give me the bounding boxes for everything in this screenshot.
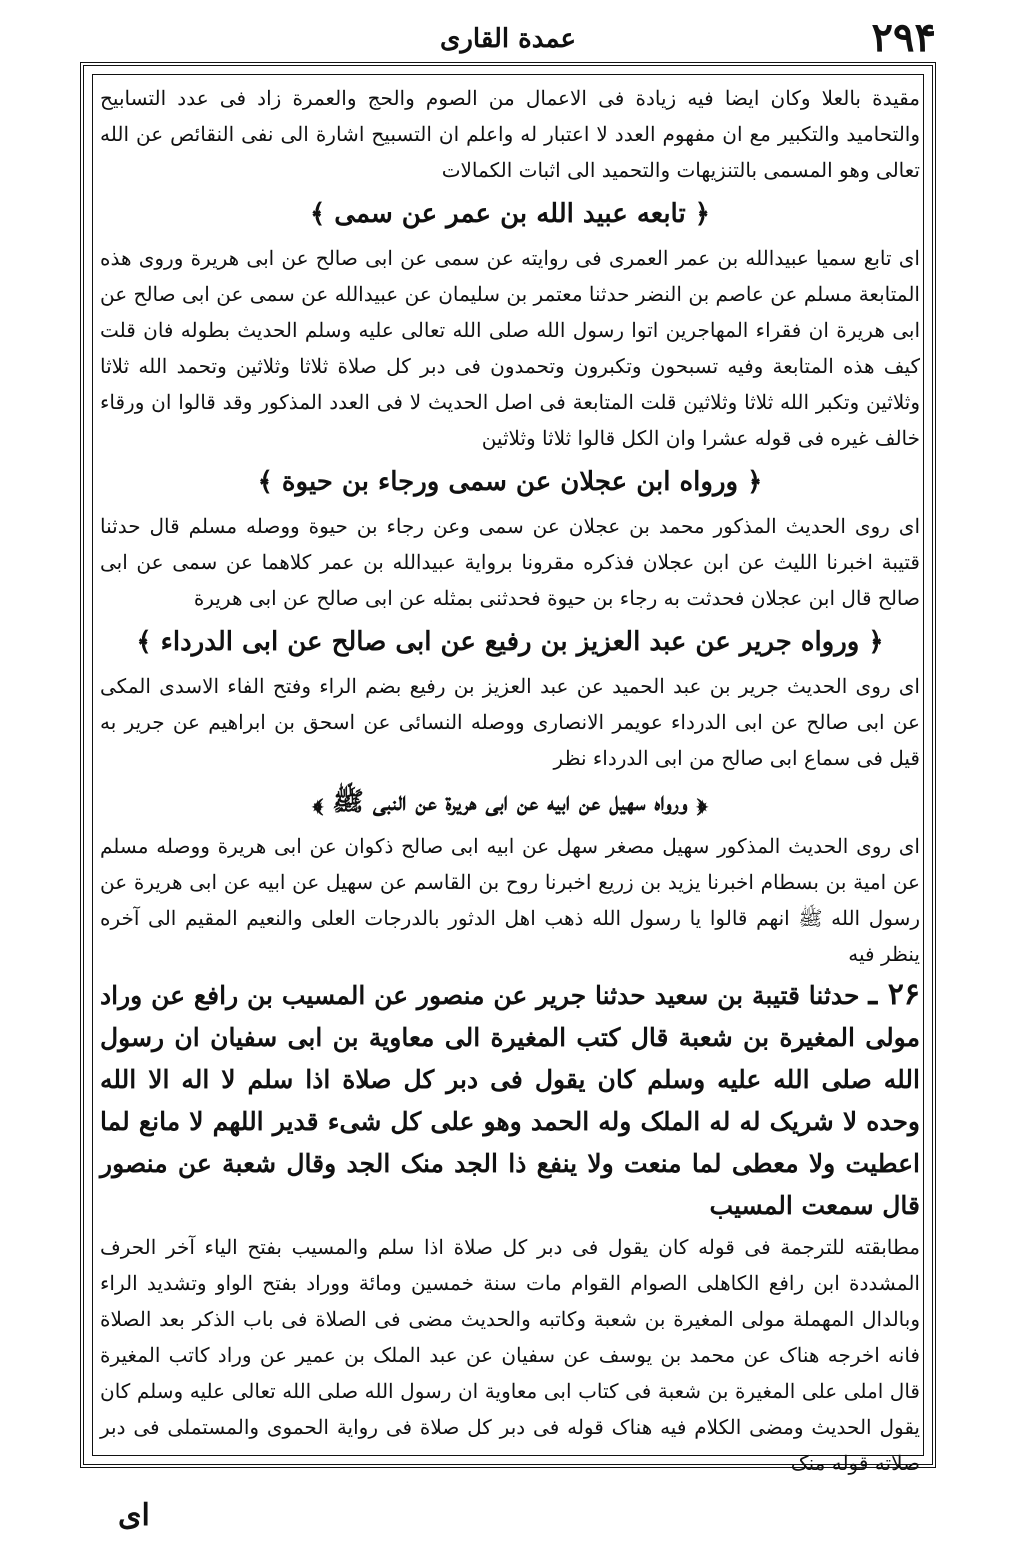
commentary-paragraph: ای تابع سمیا عبیدالله بن عمر العمری فی روایته عن سمی عن ابی صالح عن ابی هریرة وروی هذه المتابعة مسلم عن عاصم بن النضر حدثنا معتمر بن سلیمان عن عبیدالله عن سمی عن ابی صالح عن ابی هریرة ان فقراء المهاجرین اتوا رسول الله صلی الله تعالی علیه وسلم الحدیث بطوله فان قلت کیف هذه المتابعة وفیه تسبحون وتکبرون وتحمدون فی دبر کل صلاة ثلاثا وثلاثین وتحمد الله ثلاثا وثلاثین وتکبر الله ثلاثا وثلاثین قلت المتابعة فی اصل الحدیث لا فی العدد المذکور وقد قالوا ان ورقاء خالف غیره فی قوله عشرا وان الکل قالوا ثلاثا وثلاثین — [100, 246, 920, 450]
page-number: ۲۹۴ — [871, 14, 936, 61]
commentary-paragraph: مقیدة بالعلا وکان ایضا فیه زیادة فی الاعمال من الصوم والحج والعمرة زاد فی عدد التسابیح والتحامید والتکبیر مع ان مفهوم العدد لا اعتبار له واعلم ان التسبیح اشارة الی نفی النقائص عن الله تعالی وهو المسمی بالتنزیهات والتحمید الی اثبات الکمالات — [100, 86, 920, 182]
commentary-paragraph: ای روی الحدیث جریر بن عبد الحمید عن عبد العزیز بن رفیع بضم الراء وفتح الفاء الاسدی المکی عن ابی صالح عن ابی الدرداء عویمر الانصاری ووصله النسائی عن اسحق بن ابراهیم عن جریر به قیل فی سماع ابی صالح من ابی الدرداء نظر — [100, 674, 920, 770]
matn-heading: ﴿ تابعه عبید الله بن عمر عن سمی ﴾ — [309, 199, 711, 229]
commentary-paragraph: ای روی الحدیث المذکور سهیل مصغر سهل عن ابیه ابی صالح ذکوان عن ابی هریرة ووصله مسلم عن امیة بن بسطام اخبرنا یزید بن زریع اخبرنا روح بن القاسم عن سهیل عن ابیه عن ابی هریرة عن رسول الله ﷺ انهم قالوا یا رسول الله ذهب اهل الدثور بالدرجات العلی والنعیم المقیم الی آخره ینظر فیه — [100, 834, 920, 966]
page-body — [100, 80, 920, 1475]
commentary-paragraph: مطابقته للترجمة فی قوله کان یقول فی دبر کل صلاة اذا سلم والمسیب بفتح الیاء آخر الحرف المشددة ابن رافع الکاهلی الصوام القوام مات سنة خمسین ومائة ووراد بفتح الواو وتشدید الراء وبالدال المهملة مولی المغیرة بن شعبة وکاتبه والحدیث مضی فی الصلاة فی باب الذکر بعد الصلاة فانه اخرجه هناک عن محمد بن یوسف عن سفیان عن عبد الملک بن عمیر عن وراد کاتب المغیرة قال املی علی المغیرة بن شعبة فی کتاب ابی معاویة ان رسول الله صلی الله تعالی علیه وسلم کان یقول الحدیث ومضی الکلام فیه هناک قوله فی دبر کل صلاة فی روایة الحموی والمستملی فی دبر صلاته قوله منک — [100, 1235, 920, 1475]
matn-heading: ﴿ ورواه ابن عجلان عن سمی ورجاء بن حیوة ﴾ — [257, 467, 763, 497]
hadith-body: حدثنا قتیبة بن سعید حدثنا جریر عن منصور عن المسیب بن رافع عن وراد مولی المغیرة بن شعبة قال کتب المغیرة الی معاویة بن ابی سفیان ان رسول الله صلی الله علیه وسلم کان یقول فی دبر کل صلاة اذا سلم لا اله الا الله وحده لا شریک له له الملک وله الحمد وهو علی کل شیء قدیر اللهم لا مانع لما اعطیت ولا معطی لما منعت ولا ینفع ذا الجد منک الجد وقال شعبة عن منصور قال سمعت المسیب — [100, 981, 920, 1220]
page-header — [80, 14, 936, 61]
matn-heading: ﴿ ورواه سهیل عن ابیه عن ابی هریرة عن النبی ﷺ ﴾ — [312, 787, 708, 817]
hadith-text — [100, 974, 920, 1227]
commentary-paragraph: ای روی الحدیث المذکور محمد بن عجلان عن سمی وعن رجاء بن حیوة ووصله مسلم قال حدثنا قتیبة اخبرنا اللیث عن ابن عجلان فذکره مقرونا بروایة عبیدالله بن عمر کلاهما عن سمی عن ابی صالح قال ابن عجلان فحدثت به رجاء بن حیوة فحدثنی بمثله عن ابی صالح عن ابی هریرة — [100, 514, 920, 610]
hadith-number: ۲۶ ـ — [868, 977, 920, 1012]
catchword: ای — [118, 1498, 150, 1533]
matn-heading: ﴿ ورواه جریر عن عبد العزیز بن رفیع عن ابی صالح عن ابی الدرداء ﴾ — [136, 627, 884, 657]
running-title: عمدة القاری — [440, 24, 576, 54]
